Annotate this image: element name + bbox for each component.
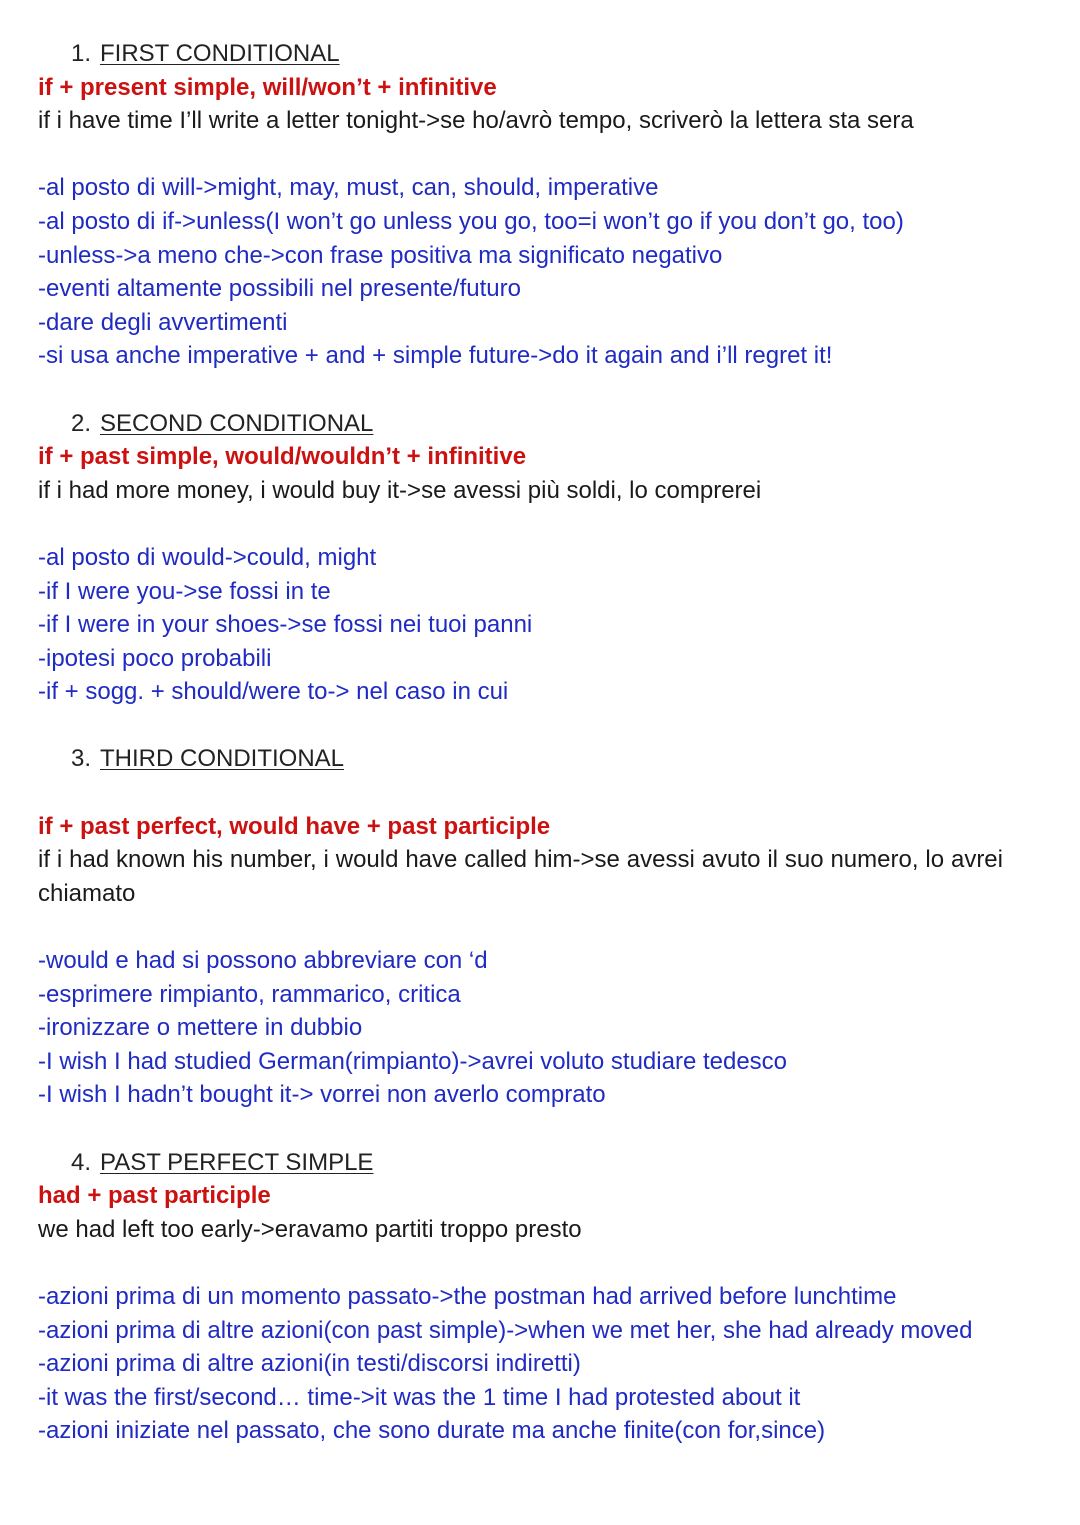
note-item: -it was the first/second… time->it was the 1 time I had protested about it	[38, 1383, 801, 1411]
section-example: if i have time I’ll write a letter tonight->se ho/avrò tempo, scriverò la lettera sta sera	[38, 107, 914, 135]
note-item: -I wish I had studied German(rimpianto)->avrei voluto studiare tedesco	[38, 1047, 788, 1075]
note-item: -I wish I hadn’t bought it-> vorrei non averlo comprato	[38, 1081, 606, 1109]
section-example: we had left too early->eravamo partiti troppo presto	[38, 1215, 582, 1243]
note-item: -azioni prima di altre azioni(in testi/discorsi indiretti)	[38, 1350, 581, 1378]
note-item: -dare degli avvertimenti	[38, 308, 288, 336]
note-item: -if I were in your shoes->se fossi nei tuoi panni	[38, 611, 533, 639]
note-item: -al posto di if->unless(I won’t go unless you go, too=i won’t go if you don’t go, too)	[38, 207, 904, 235]
section-heading	[38, 37, 1003, 71]
note-item: -would e had si possono abbreviare con ‘d	[38, 947, 488, 975]
note-item: -azioni prima di altre azioni(con past simple)->when we met her, she had already moved	[38, 1316, 973, 1344]
note-item: -azioni iniziate nel passato, che sono durate ma anche finite(con for,since)	[38, 1417, 826, 1445]
section-heading	[38, 1146, 1003, 1180]
section-title: FIRST CONDITIONAL	[100, 40, 340, 67]
note-item: -esprimere rimpianto, rammarico, critica	[38, 980, 461, 1008]
section-formula: had + past participle	[38, 1182, 271, 1210]
section-example: if i had known his number, i would have called him->se avessi avuto il suo numero, lo avrei chiamato	[38, 846, 1003, 907]
section-number: 2.	[71, 409, 92, 437]
section-number: 4.	[71, 1148, 92, 1176]
notes-document	[38, 37, 1003, 1448]
section-heading	[38, 742, 1003, 776]
section-formula: if + past perfect, would have + past participle	[38, 812, 551, 840]
section-number: 1.	[71, 40, 92, 67]
section-title: THIRD CONDITIONAL	[100, 745, 345, 773]
section-formula: if + present simple, will/won’t + infinitive	[38, 73, 497, 101]
section-title: SECOND CONDITIONAL	[100, 409, 374, 437]
note-item: -ipotesi poco probabili	[38, 644, 272, 672]
note-item: -eventi altamente possibili nel presente/futuro	[38, 275, 521, 303]
note-item: -al posto di would->could, might	[38, 543, 377, 571]
section-example: if i had more money, i would buy it->se avessi più soldi, lo comprerei	[38, 476, 762, 504]
note-item: -ironizzare o mettere in dubbio	[38, 1014, 363, 1042]
section-title: PAST PERFECT SIMPLE	[100, 1148, 374, 1176]
section-formula: if + past simple, would/wouldn’t + infinitive	[38, 443, 527, 471]
note-item: -if + sogg. + should/were to-> nel caso in cui	[38, 678, 509, 706]
note-item: -si usa anche imperative + and + simple future->do it again and i’ll regret it!	[38, 342, 833, 370]
note-item: -azioni prima di un momento passato->the postman had arrived before lunchtime	[38, 1282, 897, 1310]
note-item: -unless->a meno che->con frase positiva ma significato negativo	[38, 241, 723, 269]
note-item: -if I were you->se fossi in te	[38, 577, 331, 605]
note-item: -al posto di will->might, may, must, can, should, imperative	[38, 174, 659, 202]
section-heading	[38, 407, 1003, 441]
section-number: 3.	[71, 745, 92, 773]
